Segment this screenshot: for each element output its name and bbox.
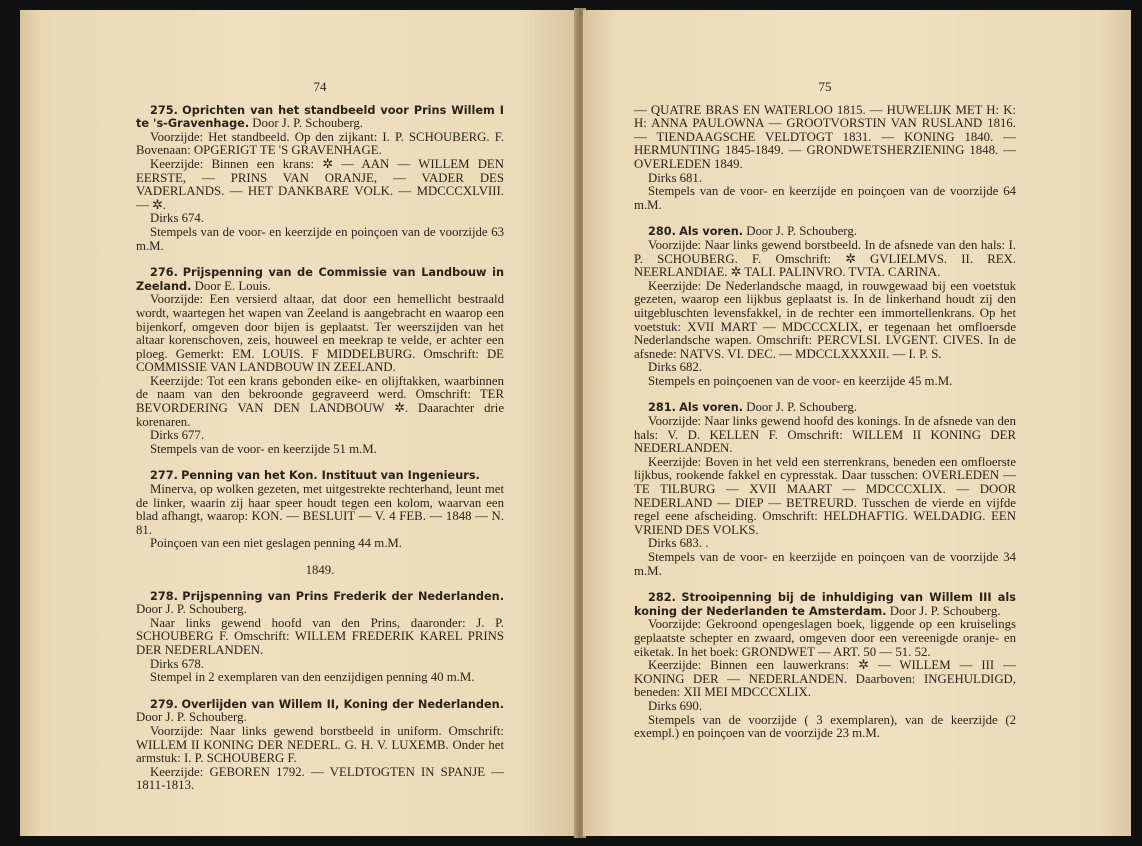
catalog-entry-282	[634, 591, 1016, 741]
entry-author: Door J. P. Schouberg.	[249, 116, 363, 131]
year-heading: 1849.	[305, 563, 335, 577]
right-page-text	[634, 80, 1016, 754]
entry-obverse: Voorzijde: Gekroond opengeslagen boek, liggende op een kruiselings geplaatste schepter en zwaard, omgeven door een vereenigde oranje- en eiketak. In het boek: GRONDWET — ART. 50 — 51. 52.	[634, 617, 1016, 659]
entry-obverse: Voorzijde: Een versierd altaar, dat door een hemellicht bestraald wordt, waartegen het wapen van Zeeland is aangebracht en waarop een bijenkorf, omgeven door bijen is geplaatst. Ter weerszijden van het altaar korenschoven, zeis, houweel en meekrap te velde, er achter een ploeg. Gemerkt: EM. LOUIS. F MIDDELBURG. Omschrift: DE COMMISSIE VAN LANDBOUW IN ZEELAND.	[136, 292, 504, 375]
entry-author: Door J. P. Schouberg.	[743, 224, 857, 239]
entry-dirks: Dirks 674.	[150, 211, 205, 226]
entry-number: 277.	[150, 469, 178, 483]
catalog-entry-279	[136, 698, 504, 793]
entry-dies: Stempel in 2 exemplaren van den eenzijdigen penning 40 m.M.	[150, 670, 475, 685]
entry-reverse: Keerzijde: Tot een krans gebonden eike- en olijftakken, waarbinnen de naam van den bekroonde gegraveerd werd. Omschrift: TER BEVORDERING VAN DEN LANDBOUW ✲. Daarachter drie korenaren.	[136, 373, 504, 429]
entry-dirks: Dirks 681.	[648, 170, 703, 185]
catalog-entry-281	[634, 401, 1016, 578]
entry-heading: Oprichten van het standbeeld voor Prins Willem I te 's-Gravenhage.	[136, 103, 504, 131]
entry-number: 276.	[150, 266, 178, 280]
entry-dies: Stempels van de voor- en keerzijde 51 m.M.	[150, 441, 377, 456]
page-number: 74	[313, 79, 327, 94]
entry-dirks: Dirks 682.	[648, 360, 703, 375]
entry-dies: Stempels van de voor- en keerzijde en poinçoen van de voorzijde 63 m.M.	[136, 224, 504, 253]
entry-dies: Stempels van de voorzijde ( 3 exemplaren), van de keerzijde (2 exempl.) en poinçoen van de voorzijde 23 m.M.	[634, 712, 1016, 741]
entry-number: 275.	[150, 103, 178, 117]
catalog-entry-279-continued	[634, 104, 1016, 213]
entry-heading: Prijspenning van de Commissie van Landbouw in Zeeland.	[136, 266, 504, 293]
entry-obverse: Voorzijde: Naar links gewend hoofd des konings. In de afsnede van den hals: V. D. KELLEN F. Omschrift: WILLEM II KONING DER NEDERLANDEN.	[634, 414, 1016, 456]
entry-obverse: Voorzijde: Het standbeeld. Op den zijkant: I. P. SCHOUBERG. F. Bovenaan: OPGERIGT TE 'S GRAVENHAGE.	[136, 129, 504, 158]
entry-obverse: Voorzijde: Naar links gewend borstbeeld. In de afsnede van den hals: I. P. SCHOUBERG. F. Omschrift: ✲ GVLIELMVS. II. REX. NEERLANDIAE. ✲ TALI. PALINVRO. TVTA. CARINA.	[634, 237, 1016, 280]
entry-author: Door E. Louis.	[191, 278, 271, 293]
entry-reverse: Keerzijde: Binnen een krans: ✲ — AAN — WILLEM DEN EERSTE, — PRINS VAN ORANJE, — VADER DES VADERLANDS. — HET DANKBARE VOLK. — MDCCCXLVIII. — ✲.	[136, 156, 504, 212]
entry-author: Door J. P. Schouberg.	[743, 400, 857, 415]
entry-reverse: Keerzijde: Binnen een lauwerkrans: ✲ — WILLEM — III — KONING DER — NEDERLANDEN. Daarboven: INGEHULDIGD, beneden: XII MEI MDCCCXLIX.	[634, 658, 1016, 700]
entry-reverse-continued: — QUATRE BRAS EN WATERLOO 1815. — HUWELIJK MET H: K: H: ANNA PAULOWNA — GROOTVORSTIN VAN RUSLAND 1816. — TIENDAAGSCHE VELDTOGT 1831. — KONING 1840. — HERMUNTING 1845-1849. — GRONDWETSHERZIENING 1848. — OVERLEDEN 1849.	[634, 102, 1016, 171]
catalog-entry-276	[136, 266, 504, 456]
left-page-text	[136, 80, 504, 806]
catalog-entry-278	[136, 590, 504, 685]
entry-number: 278.	[150, 589, 178, 603]
entry-dies: Stempels en poinçoenen van de voor- en keerzijde 45 m.M.	[648, 373, 953, 388]
entry-heading: Prijspenning van Prins Frederik der Nederlanden.	[182, 589, 504, 603]
entry-obverse: Naar links gewend hoofd van den Prins, daaronder: J. P. SCHOUBERG F. Omschrift: WILLEM FREDERIK KAREL PRINS DER NEDERLANDEN.	[136, 615, 504, 657]
page-number: 75	[818, 79, 832, 94]
entry-reverse: Keerzijde: GEBOREN 1792. — VELDTOGTEN IN SPANJE — 1811-1813.	[136, 764, 504, 793]
entry-reverse: Keerzijde: Boven in het veld een sterrenkrans, beneden een omfloerste lijkbus, rookende fakkel en cypresstak. Daar tusschen: OVERLEDEN — TE TILBURG — XVII MAART — MDCCCXLIX. — DOOR NEDERLAND — DIEP — BETREURD. Tusschen de vierde en vijfde regel eene afscheiding. Omschrift: HELDHAFTIG. WELDADIG. EEN VRIEND DES VOLKS.	[634, 454, 1016, 537]
entry-heading: Overlijden van Willem II, Koning der Nederlanden.	[181, 697, 504, 711]
entry-heading: Als voren.	[679, 225, 744, 239]
catalog-entry-275	[136, 104, 504, 254]
entry-dirks: Dirks 683. .	[648, 536, 709, 551]
entry-number: 280.	[648, 225, 676, 239]
entry-heading: Als voren.	[679, 401, 744, 415]
entry-heading: Strooipenning bij de inhuldiging van Willem III als koning der Nederlanden te Amsterdam.	[634, 591, 1017, 618]
entry-dirks: Dirks 678.	[150, 656, 205, 671]
entry-dirks: Dirks 690.	[648, 698, 703, 713]
entry-dies: Poinçoen van een niet geslagen penning 44 m.M.	[150, 536, 402, 551]
entry-author: Door J. P. Schouberg.	[886, 603, 1001, 618]
entry-reverse: Keerzijde: De Nederlandsche maagd, in rouwgewaad bij een voetstuk gezeten, waarop een lijkbus geplaatst is. In de linkerhand houdt zij den uitgebluschten levensfakkel, in de rechter een immortellenkrans. Op het voetstuk: XVII MART — MDCCCXLIX, er tegenaan het omfloersde Nederlandsche wapen. Omschrift: PERCVLSI. LVGENT. CIVES. In de afsnede: NATVS. VI. DEC. — MDCCLXXXXII. — I. P. S.	[634, 278, 1016, 361]
entry-author: Door J. P. Schouberg.	[136, 602, 247, 617]
entry-dies: Stempels van de voor- en keerzijde en poinçoen van de voorzijde 64 m.M.	[634, 184, 1016, 212]
entry-dirks: Dirks 677.	[150, 428, 205, 443]
catalog-entry-277	[136, 469, 504, 551]
entry-obverse: Voorzijde: Naar links gewend borstbeeld in uniform. Omschrift: WILLEM II KONING DER NEDERL. G. H. V. LUXEMB. Onder het armstuk: I. P. SCHOUBERG F.	[136, 723, 504, 766]
right-page	[583, 10, 1131, 836]
entry-number: 282.	[648, 591, 676, 605]
entry-number: 279.	[150, 697, 178, 711]
catalog-entry-280	[634, 225, 1016, 388]
left-page	[20, 10, 577, 836]
entry-heading: Penning van het Kon. Instituut van Ingenieurs.	[181, 469, 480, 483]
entry-number: 281.	[648, 401, 676, 415]
entry-author: Door J. P. Schouberg.	[136, 710, 247, 725]
entry-description: Minerva, op wolken gezeten, met uitgestrekte rechterhand, leunt met de linker, waarin zij haar speer houdt tegen een kolom, waarvan een blad afhangt, waarop: KON. — BESLUIT — V. 4 FEB. — 1848 — N. 81.	[136, 482, 504, 537]
entry-dies: Stempels van de voor- en keerzijde en poinçoen van de voorzijde 34 m.M.	[634, 550, 1016, 578]
